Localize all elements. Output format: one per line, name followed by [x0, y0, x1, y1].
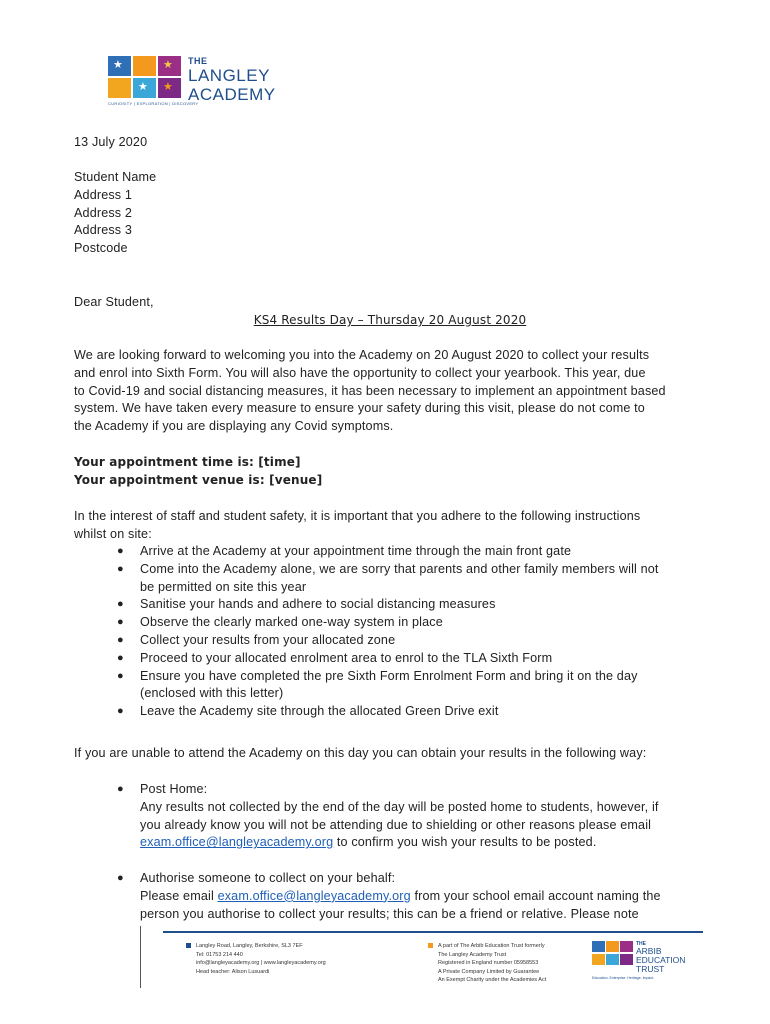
footer-line: [186, 942, 406, 951]
logo-tile: [620, 954, 633, 965]
logo-tile: [606, 941, 619, 952]
star-icon: ★: [163, 59, 173, 71]
paragraph-line: to Covid-19 and social distancing measures, it has been necessary to implement an appointment based: [74, 383, 666, 398]
option-title: Post Home:: [140, 782, 208, 796]
appointment-venue: Your appointment venue is: [venue]: [74, 473, 323, 487]
bullet-icon: ●: [117, 669, 124, 682]
list-item-text: Ensure you have completed the pre Sixth Form Enrolment Form and bring it on the day: [140, 668, 638, 683]
appointment-time: Your appointment time is: [time]: [74, 455, 301, 469]
logo-line-1: LANGLEY: [188, 66, 270, 85]
list-item: [74, 650, 714, 668]
logo-wordmark: [188, 56, 276, 104]
exam-office-email-link[interactable]: exam.office@langleyacademy.org: [140, 835, 334, 850]
footer-text: A part of The Arbib Education Trust formerly: [438, 943, 545, 949]
paragraph-line: system. We have taken every measure to ensure your safety during this visit, please do not come to: [74, 401, 645, 416]
instructions-list: [74, 543, 714, 721]
logo-tile: [158, 78, 181, 98]
logo-tiles: [108, 56, 182, 100]
star-icon: ★: [113, 59, 123, 71]
bullet-icon: ●: [117, 783, 124, 795]
trust-line-2: EDUCATION: [636, 955, 686, 965]
arbib-trust-logo: [592, 941, 702, 983]
bullet-icon: ●: [117, 633, 124, 646]
letter-date: 13 July 2020: [74, 135, 148, 149]
option-text: to confirm you wish your results to be posted.: [333, 835, 597, 850]
trust-tagline: Education. Enterprise. Heritage. Impact.: [592, 976, 655, 980]
option-line: [140, 834, 714, 852]
list-item-text: be permitted on site this year: [140, 579, 307, 594]
footer-email-web: info@langleyacademy.org | www.langleyacademy.org: [196, 960, 326, 966]
option-line: person you authorise to collect your results; this can be a friend or relative. Please note: [140, 906, 639, 921]
list-item-text: Proceed to your allocated enrolment area to enrol to the TLA Sixth Form: [140, 650, 553, 665]
list-item: [74, 668, 714, 704]
paragraph-line: the Academy if you are displaying any Covid symptoms.: [74, 419, 394, 434]
address-line: Address 3: [74, 223, 133, 237]
bullet-icon: ●: [117, 705, 124, 718]
footer-text: An Exempt Charity under the Academies Act: [438, 977, 547, 983]
option-title: Authorise someone to collect on your behalf:: [140, 871, 396, 885]
address-line: Address 2: [74, 206, 133, 220]
logo-tile: [620, 941, 633, 952]
list-item-text: Leave the Academy site through the allocated Green Drive exit: [140, 704, 499, 719]
list-item: [74, 703, 714, 721]
square-icon: [186, 943, 191, 948]
list-item: [74, 596, 714, 614]
instructions-intro: [74, 508, 714, 544]
option-text: Please email: [140, 888, 218, 903]
option-line: [140, 888, 714, 906]
address-line: Student Name: [74, 170, 157, 184]
address-line: Postcode: [74, 241, 128, 255]
list-item-text: Sanitise your hands and adhere to social distancing measures: [140, 597, 496, 612]
unable-text: If you are unable to attend the Academy on this day you can obtain your results in the following way:: [74, 746, 647, 760]
list-item-text: Arrive at the Academy at your appointment time through the main front gate: [140, 544, 572, 558]
footer-contact: [186, 942, 406, 976]
footer-rule: [163, 931, 703, 933]
list-item-text: Come into the Academy alone, we are sorry that parents and other family members will not: [140, 561, 659, 576]
footer-headteacher: Head teacher: Alison Lusuardi: [196, 968, 270, 975]
footer-text: A Private Company Limited by Guarantee: [438, 968, 540, 975]
footer-text: Registered in England number 05958553: [438, 960, 539, 966]
list-item: [74, 543, 714, 561]
footer-line: [428, 942, 588, 951]
paragraph-line: We are looking forward to welcoming you into the Academy on 20 August 2020 to collect your results: [74, 348, 650, 362]
bullet-icon: ●: [117, 872, 124, 884]
intro-paragraph: [74, 347, 714, 436]
paragraph-line: whilst on site:: [74, 526, 152, 541]
footer-phone: Tel: 01753 214 440: [196, 951, 243, 958]
option-post-home: [74, 781, 714, 852]
list-item-text: (enclosed with this letter): [140, 686, 284, 701]
footer-divider: [140, 926, 141, 988]
logo-tile: [158, 56, 181, 76]
logo-tile: [592, 941, 605, 952]
logo-the: THE: [188, 56, 208, 66]
logo-tile: [133, 78, 156, 98]
paragraph-line: and enrol into Sixth Form. You will also have the opportunity to collect your yearbook. This year, due: [74, 365, 646, 380]
letter-heading: KS4 Results Day – Thursday 20 August 2020: [253, 313, 527, 327]
trust-line-3: TRUST: [636, 964, 665, 974]
logo-tile: [606, 954, 619, 965]
bullet-icon: ●: [117, 562, 124, 575]
paragraph-line: In the interest of staff and student safety, it is important that you adhere to the following instructions: [74, 509, 641, 523]
option-line: Any results not collected by the end of the day will be posted home to students, however, if: [140, 799, 659, 814]
star-icon: ★: [163, 81, 173, 93]
logo-tile: [108, 56, 131, 76]
footer-trust-info: [428, 942, 588, 985]
footer-text: The Langley Academy Trust: [438, 951, 507, 958]
list-item-text: Collect your results from your allocated zone: [140, 632, 396, 647]
exam-office-email-link[interactable]: exam.office@langleyacademy.org: [217, 888, 411, 903]
list-item-text: Observe the clearly marked one-way system in place: [140, 615, 443, 630]
list-item: [74, 561, 714, 597]
langley-academy-logo: [108, 56, 278, 112]
option-authorise: [74, 870, 714, 923]
logo-tiles: [592, 941, 632, 971]
address-line: Address 1: [74, 188, 133, 202]
square-icon: [428, 943, 433, 948]
logo-tile: [108, 78, 131, 98]
trust-wordmark: [636, 941, 685, 974]
star-icon: ★: [138, 81, 148, 93]
option-text: from your school email account naming the: [410, 888, 661, 903]
logo-line-2: ACADEMY: [188, 85, 276, 104]
salutation: Dear Student,: [74, 295, 154, 309]
bullet-icon: ●: [117, 616, 124, 629]
option-line: you already know you will not be attending due to shielding or other reasons please email: [140, 817, 652, 832]
list-item: [74, 614, 714, 632]
logo-tagline: CURIOSITY | EXPLORATION | DISCOVERY: [108, 101, 199, 106]
trust-the: THE: [636, 941, 646, 947]
bullet-icon: ●: [117, 651, 124, 664]
logo-tile: [133, 56, 156, 76]
bullet-icon: ●: [117, 598, 124, 611]
footer-address: Langley Road, Langley, Berkshire, SL3 7EF: [196, 943, 303, 949]
trust-line-1: ARBIB: [636, 946, 662, 956]
list-item: [74, 632, 714, 650]
bullet-icon: ●: [117, 545, 124, 557]
logo-tile: [592, 954, 605, 965]
